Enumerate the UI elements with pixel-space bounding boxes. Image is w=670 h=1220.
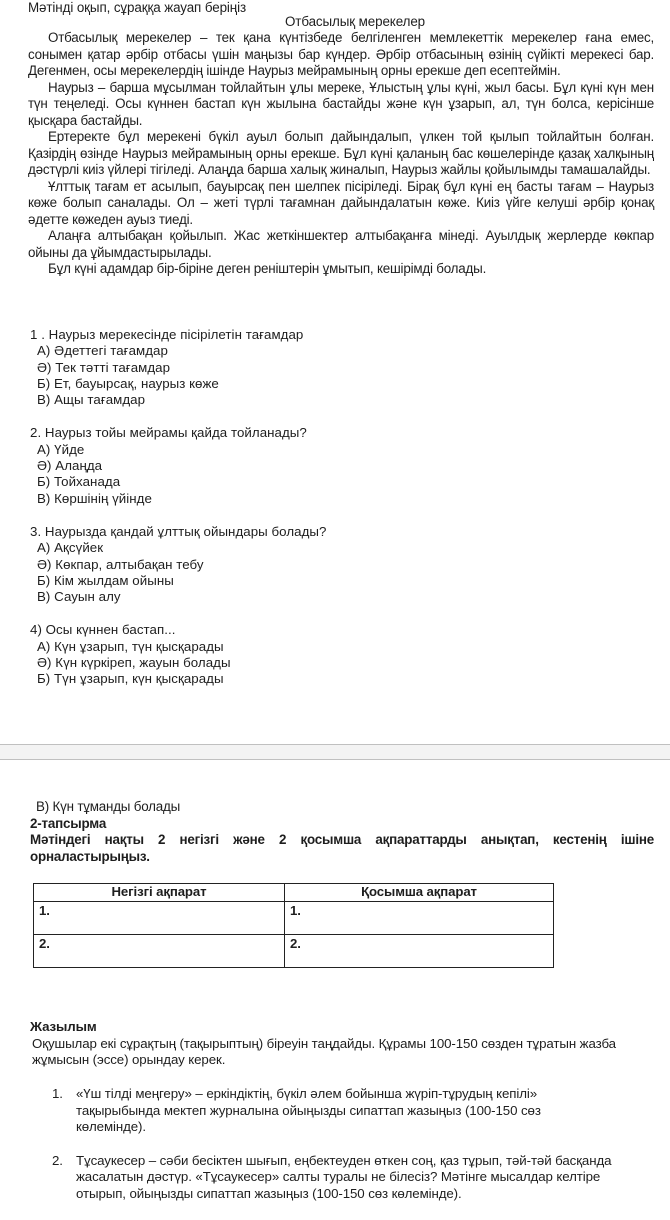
task-number: 2. [52,1152,63,1168]
answer-option: Б) Ет, бауырсақ, наурыз көже [37,375,219,391]
answer-option: Ә) Көкпар, алтыбақан тебу [37,556,204,572]
writing-instruction: Оқушылар екі сұрақтың (тақырыптың) біреуін таңдайды. Құрамы 100-150 сөзден тұратын жазба жұмысын (эссе) орындау керек. [32,1035,616,1067]
question-text: 4) Осы күннен бастап... [30,622,176,638]
table-header-row [34,884,554,902]
question-1 [30,327,326,408]
answer-option: А) Үйде [37,441,85,457]
column-header-main-info: Негізгі ақпарат [34,884,285,902]
question-4 [30,622,326,687]
answer-option: В) Көршінің үйінде [37,490,152,506]
answer-option: Ә) Тек тәтті тағамдар [37,359,171,375]
column-header-additional-info: Қосымша ақпарат [285,884,554,902]
writing-task-list [52,1086,612,1220]
writing-task [52,1153,612,1203]
answer-option: Б) Кім жылдам ойыны [37,572,174,588]
document-page-2-top [30,799,654,865]
table-cell[interactable]: 1. [285,902,554,935]
task-2-heading: 2-тапсырма [30,815,107,831]
table-cell[interactable]: 2. [34,935,285,968]
writing-section [30,1019,650,1069]
task-text: «Үш тілді меңгеру» – еркіндіктің, бүкіл әлем бойынша жүріп-тұрудың кепілі» тақырыбында мектеп журналына ойыңызды сипаттап жазыңыз (100-150 сөз көлемінде). [76,1086,541,1135]
answer-option: Ә) Күн күркіреп, жауын болады [37,655,231,671]
information-table [33,883,554,968]
writing-task [52,1086,612,1136]
paragraph: Наурыз – барша мұсылман тойлайтын ұлы мереке, Ұлыстың ұлы күні, жыл басы. Бұл күні күн мен түн теңеледі. Осы күннен бастап күн жылына бастайды және күн ұзарып, ал, түн болса, керісінше қысқара бастайды. [28,79,654,128]
paragraph: Ұлттық тағам ет асылып, бауырсақ пен шелпек пісіріледі. Бірақ бұл күні ең басты тағам – Наурыз көже болып саналады. Ол – жеті түрлі тағамнан дайындалатын көже. Киіз үйге келуші әрбір қонақ әдетте көжеден ауыз тиеді. [28,178,654,227]
task-number: 1. [52,1086,63,1101]
answer-option: Б) Тойханада [37,474,121,490]
answer-option: Б) Түн ұзарып, күн қысқарады [37,671,224,687]
answer-option: А) Ақсүйек [37,540,104,556]
reading-text [28,30,654,278]
page-break-divider [0,744,670,760]
question-text: 2. Наурыз тойы мейрамы қайда тойланады? [30,425,307,441]
task-2-text: Мәтіндегі нақты 2 негізгі және 2 қосымша ақпараттарды анықтап, кестенің ішіне орналастырыңыз. [30,832,654,864]
paragraph: Отбасылық мерекелер – тек қана күнтізбеде белгіленген мемлекеттік мерекелер ғана емес, сонымен қатар әрбір отбасы үшін маңызы бар күндер. Әрбір отбасының өзінің сүйікті мерекесі бар. Дегенмен, осы мерекелердің ішінде Наурыз мейрамының орны ерекше деп есептеймін. [28,30,654,78]
task-instruction: Мәтінді оқып, сұраққа жауап беріңіз [28,0,247,15]
table-row [34,935,554,968]
paragraph: Ертеректе бұл мерекені бүкіл ауыл болып дайындалып, үлкен той қылып тойлайтын болған. Қазірдің өзінде Наурыз мейрамының орны ерекше. Бұл күні қаланың бас көшелерінде қазақ халқының дәстүрлі киіз үйлері тігіледі. Алаңда барша халық жиналып, Наурыз жайлы қойылымды тамашалайды. [28,129,654,177]
question-3 [30,524,326,605]
table-cell[interactable]: 1. [34,902,285,935]
quiz-questions [30,327,326,705]
task-text: Тұсаукесер – сәби бесіктен шығып, еңбектеуден өткен соң, қаз тұрып, тәй-тәй басқанда жасалатын дәстүр. «Тұсаукесер» салты туралы не білесіз? Мәтінге мысалдар келтіре отырып, ойыңызды сипаттап жазыңыз (100-150 сөз көлемінде). [76,1152,612,1201]
answer-option: В) Сауын алу [37,589,121,605]
question-text: 3. Наурызда қандай ұлттық ойындары болады? [30,523,327,539]
answer-option: Ә) Алаңда [37,458,103,474]
answer-option: В) Ащы тағамдар [37,392,146,408]
answer-option: А) Күн ұзарып, түн қысқарады [37,638,224,654]
table-cell[interactable]: 2. [285,935,554,968]
table-row [34,902,554,935]
question-2 [30,425,326,506]
answer-option: А) Әдеттегі тағамдар [37,343,168,359]
question-text: 1 . Наурыз мерекесінде пісірілетін тағамдар [30,327,304,342]
answer-option: В) Күн тұманды болады [36,799,181,814]
text-title: Отбасылық мерекелер [284,14,426,29]
paragraph: Бұл күні адамдар бір-біріне деген реніштерін ұмытып, кешірімді болады. [48,261,487,276]
paragraph: Алаңға алтыбақан қойылып. Жас жеткіншектер алтыбақанға мінеді. Ауылдық жерлерде көкпар ойыны да ұйымдастырылады. [28,228,654,260]
writing-heading: Жазылым [30,1019,97,1034]
